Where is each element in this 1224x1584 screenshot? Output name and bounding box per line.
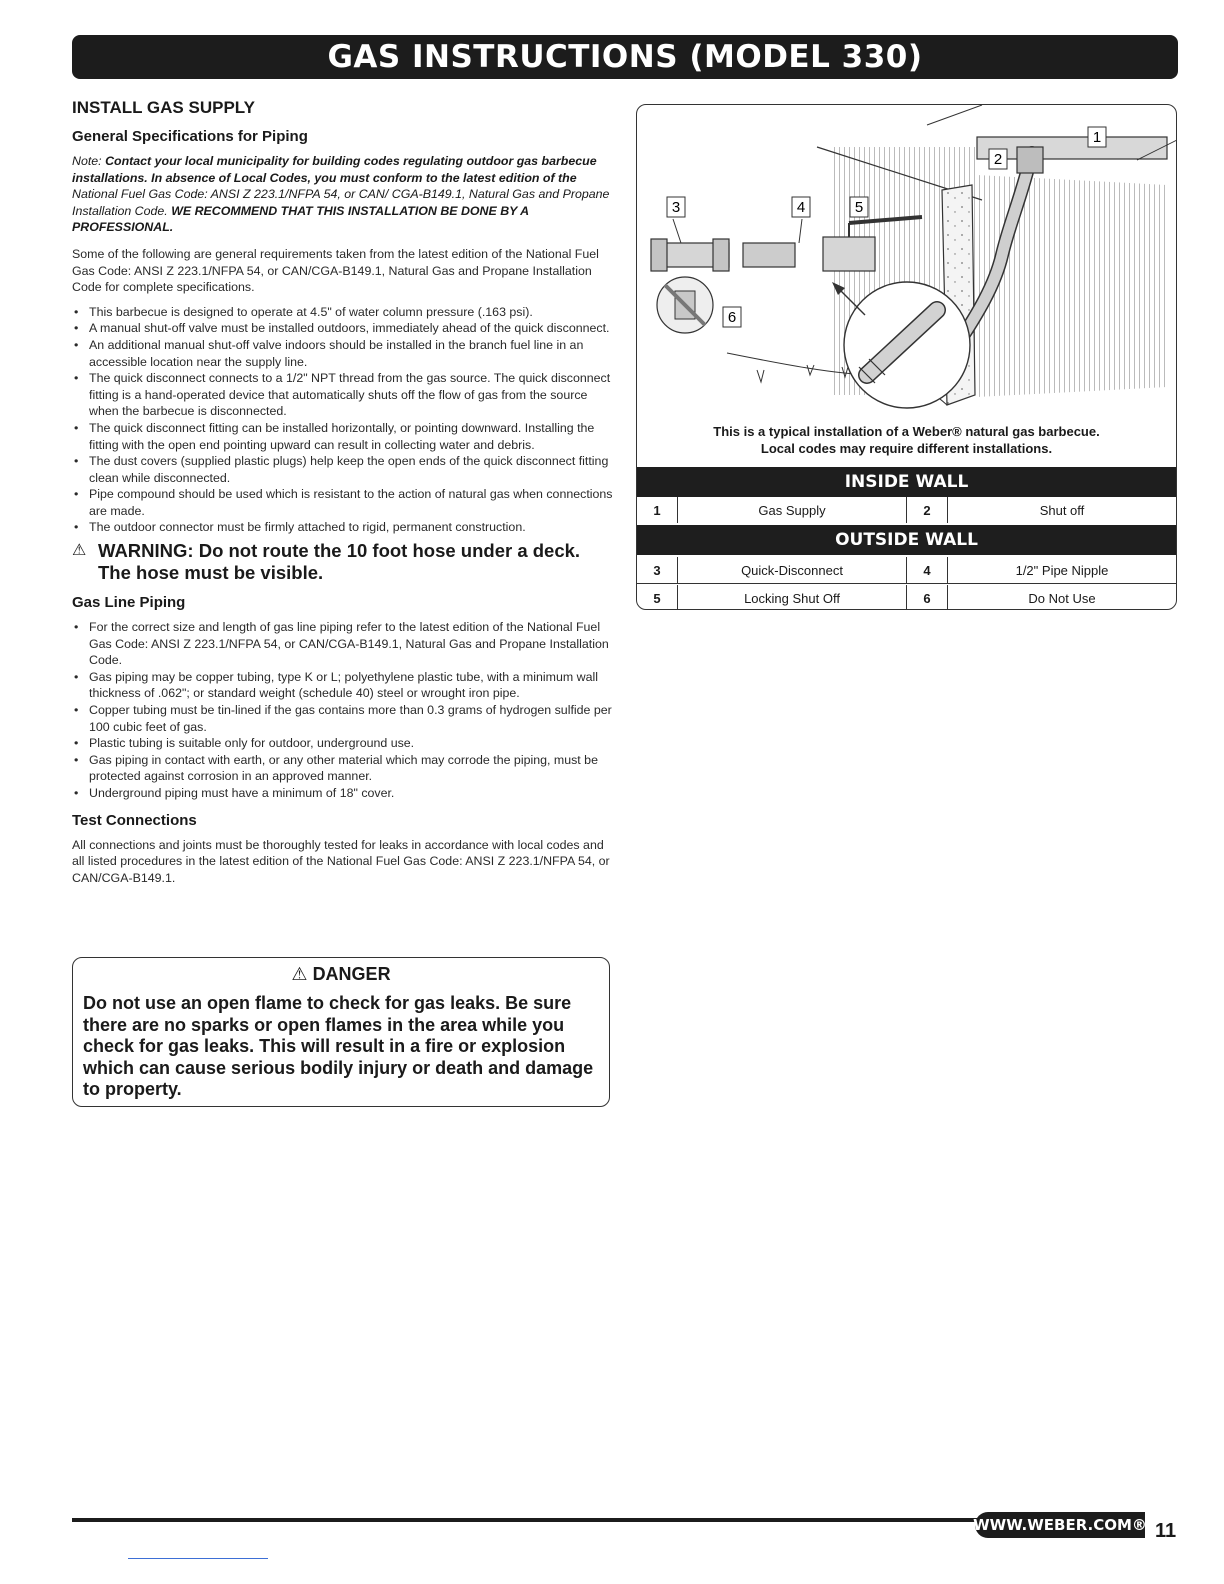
callout-3: [667, 197, 685, 217]
part-number: 5: [637, 585, 678, 610]
list-item: • Plastic tubing is suitable only for outdoor, underground use.: [72, 735, 614, 752]
callout-4: [792, 197, 810, 217]
left-column: [72, 98, 614, 894]
part-label: Locking Shut Off: [678, 585, 907, 610]
general-specs-title: General Specifications for Piping: [72, 128, 308, 145]
note-paragraph: [72, 153, 614, 236]
note-bold-2: WE RECOMMEND THAT THIS INSTALLATION BE DONE BY A PROFESSIONAL.: [72, 203, 529, 235]
list-item: • The dust covers (supplied plastic plugs) help keep the open ends of the quick disconnect fitting clean while disconnected.: [72, 453, 614, 486]
part-number: 3: [637, 557, 678, 583]
footer-url-badge[interactable]: [975, 1512, 1145, 1538]
table-row: [637, 497, 1176, 523]
svg-text:2: 2: [993, 151, 1003, 168]
hose-warning: [72, 540, 614, 584]
caption-line-2: Local codes may require different installations.: [760, 441, 1053, 456]
wall-interior: [977, 175, 1167, 397]
part-label: Shut off: [1039, 502, 1085, 518]
note-italic: National Fuel Gas Code: ANSI Z 223.1/NFPA 54, or CAN/ CGA-B149.1, Natural Gas and Propane Installation Code.: [72, 187, 610, 218]
page-number: 11: [1155, 1520, 1177, 1542]
pipe-nipple-part: [743, 243, 795, 267]
part-label: Quick-Disconnect: [678, 557, 907, 583]
list-item: • The quick disconnect connects to a 1/2" NPT thread from the gas source. The quick disconnect fitting is a hand-operated device that automatically shuts off the flow of gas from the source when the barbecue is disconnected.: [72, 370, 614, 420]
locking-shutoff-part: [823, 237, 875, 271]
svg-text:5: 5: [854, 199, 864, 216]
callout-1: [1088, 127, 1106, 147]
list-item: • Pipe compound should be used which is resistant to the action of natural gas when connections are made.: [72, 486, 614, 519]
figure-caption: [637, 423, 1176, 457]
list-item: • Copper tubing must be tin-lined if the gas contains more than 0.3 grams of hydrogen sulfide per 100 cubic feet of gas.: [72, 702, 614, 735]
part-number: 1: [637, 497, 678, 523]
callout-5: [850, 197, 868, 217]
decorative-line: [128, 1558, 268, 1559]
svg-text:4: 4: [796, 199, 806, 216]
part-number: 4: [907, 557, 948, 583]
danger-title: DANGER: [312, 964, 391, 984]
list-item: • The quick disconnect fitting can be installed horizontally, or pointing downward. Installing the fitting with the open end pointing upward can result in collecting water and debris.: [72, 420, 614, 453]
outside-wall-header: [637, 525, 1176, 555]
inside-wall-title: INSIDE WALL: [844, 472, 969, 492]
callout-2: [989, 149, 1007, 169]
part-number: 6: [907, 585, 948, 610]
svg-text:6: 6: [727, 309, 737, 326]
intro-paragraph: Some of the following are general requirements taken from the latest edition of the National Fuel Gas Code: ANSI Z 223.1/NFPA 54, or CAN/CGA-B149.1, Natural Gas and Propane Installation Code for complete specifications.: [72, 246, 599, 295]
installation-illustration: [637, 105, 1177, 415]
callout-6: [723, 307, 741, 327]
test-connections-title: Test Connections: [72, 811, 197, 829]
page-title-banner: [72, 35, 1178, 79]
list-item: • The outdoor connector must be firmly attached to rigid, permanent construction.: [72, 519, 614, 536]
list-item: • Gas piping may be copper tubing, type K or L; polyethylene plastic tube, with a minimum wall thickness of .062"; or standard weight (schedule 40) steel or wrought iron pipe.: [72, 669, 614, 702]
list-item: • Gas piping in contact with earth, or any other material which may corrode the piping, must be protected against corrosion in an approved manner.: [72, 752, 614, 785]
inside-wall-header: [637, 467, 1176, 497]
test-connections-text: All connections and joints must be thoroughly tested for leaks in accordance with local codes and all listed procedures in the latest edition of the National Fuel Gas Code: ANSI Z 223.1/NFPA 54, or CAN/CGA-B149.1.: [72, 837, 610, 885]
shutoff-valve: [1017, 147, 1043, 173]
part-number: 2: [907, 497, 948, 523]
outside-wall-title: OUTSIDE WALL: [835, 530, 978, 550]
list-item: • Underground piping must have a minimum of 18" cover.: [72, 785, 614, 802]
footer-url[interactable]: WWW.WEBER.COM®: [973, 1516, 1147, 1534]
installation-figure: [636, 104, 1177, 610]
danger-heading: [83, 964, 599, 985]
table-row: [637, 557, 1176, 583]
svg-text:3: 3: [671, 199, 681, 216]
spec-bullets: [72, 304, 614, 536]
gas-line-bullets: [72, 619, 614, 802]
note-bold-1: Contact your local municipality for building codes regulating outdoor gas barbecue installations. In absence of Local Codes, you must conform to the latest edition of the: [72, 154, 597, 185]
list-item: • An additional manual shut-off valve indoors should be installed in the branch fuel line in an accessible location near the supply line.: [72, 337, 614, 370]
part-label: Do Not Use: [1028, 590, 1096, 606]
table-row: [637, 585, 1176, 610]
part-label: Gas Supply: [678, 497, 907, 523]
warning-text: WARNING: Do not route the 10 foot hose under a deck. The hose must be visible.: [98, 540, 581, 584]
caption-line-1: This is a typical installation of a Weber® natural gas barbecue.: [713, 424, 1100, 439]
danger-box: [72, 957, 610, 1107]
danger-text: Do not use an open flame to check for gas leaks. Be sure there are no sparks or open flames in the area while you check for gas leaks. This will result in a fire or explosion which can cause serious bodily injury or death and damage to property.: [83, 993, 594, 1100]
footer-rule: [72, 1518, 1072, 1522]
section-title: INSTALL GAS SUPPLY: [72, 98, 255, 117]
list-item: • A manual shut-off valve must be installed outdoors, immediately ahead of the quick disconnect.: [72, 320, 614, 337]
page-title: GAS INSTRUCTIONS (MODEL 330): [327, 39, 923, 75]
part-label: 1/2" Pipe Nipple: [1015, 562, 1109, 578]
gas-line-title: Gas Line Piping: [72, 594, 186, 612]
warning-triangle-icon: ⚠: [291, 964, 313, 984]
row-divider: [637, 583, 1176, 584]
note-prefix: Note:: [72, 154, 106, 168]
svg-text:1: 1: [1092, 129, 1102, 146]
list-item: • This barbecue is designed to operate at 4.5" of water column pressure (.163 psi).: [72, 304, 614, 321]
list-item: • For the correct size and length of gas line piping refer to the latest edition of the National Fuel Gas Code: ANSI Z 223.1/NFPA 54, or CAN/CGA-B149.1, Natural Gas and Propane Installation Code.: [72, 619, 614, 669]
warning-triangle-icon: ⚠: [72, 542, 87, 560]
